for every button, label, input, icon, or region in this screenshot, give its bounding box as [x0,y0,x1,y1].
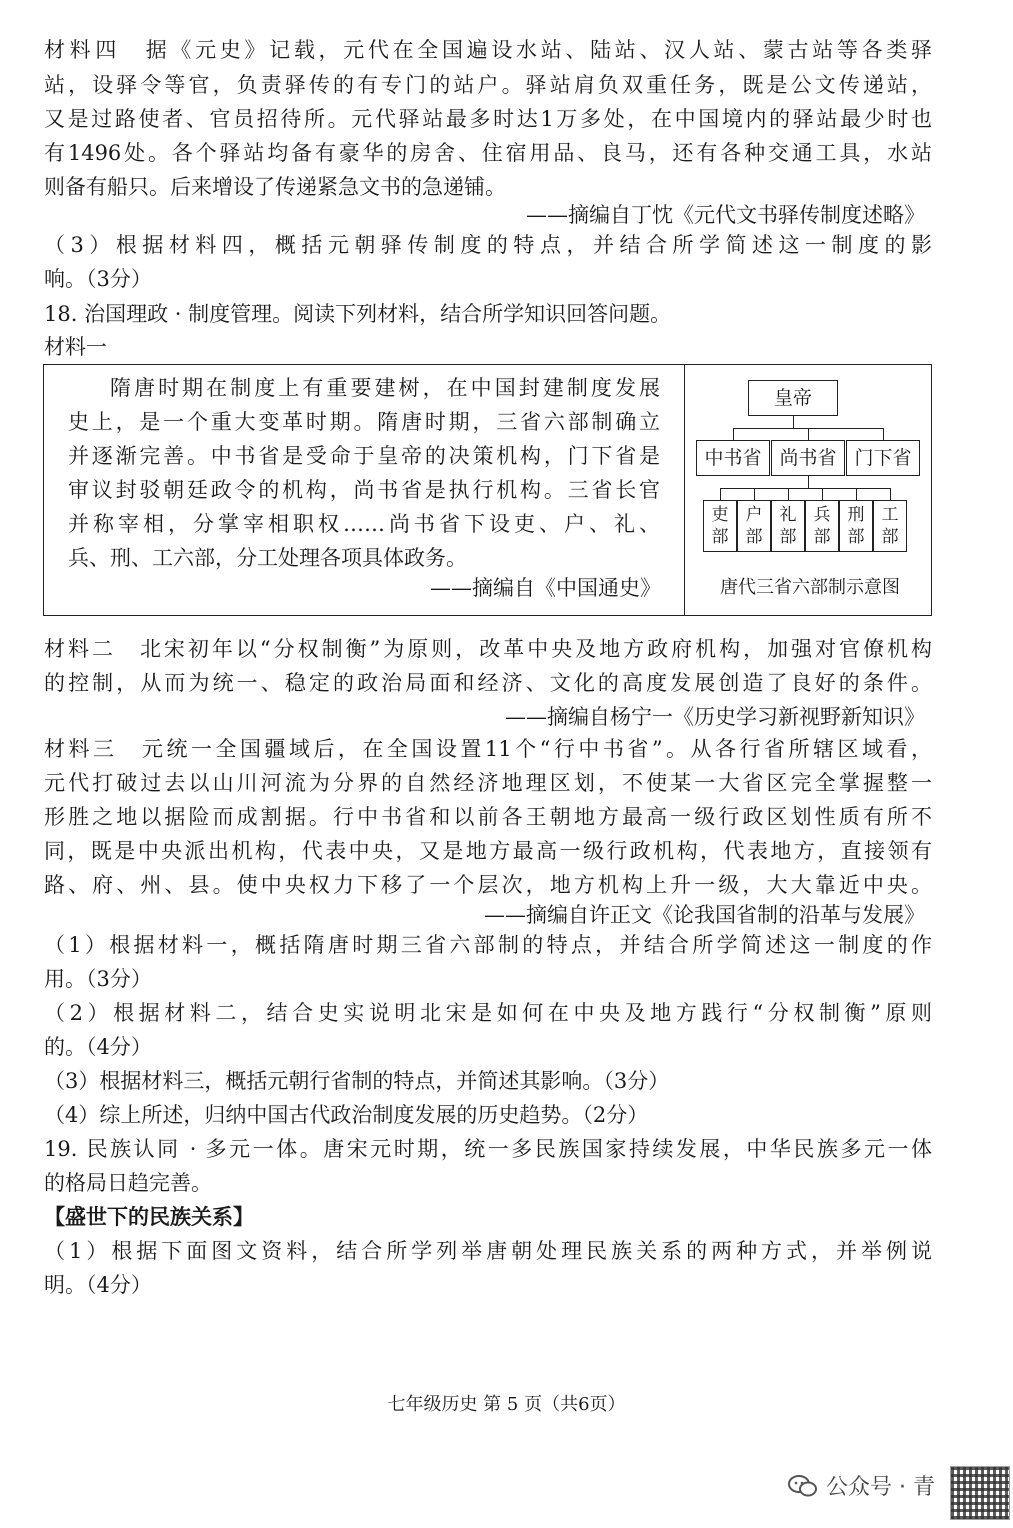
node-xing-bu: 刑 部 [839,500,873,552]
watermark [788,1470,935,1501]
connector [788,488,789,500]
q17-3-line-1: （3）根据材料四，概括元朝驿传制度的特点，并结合所学简述这一制度的影 [44,233,932,257]
m1-line-5: 并称宰相，分掌宰相职权……尚书省下设吏、户、礼、 [68,512,660,536]
connector [822,488,823,500]
q18-title: 18. 治国理政 · 制度管理。阅读下列材料，结合所学知识回答问题。 [44,302,672,326]
connector [733,428,734,440]
node-emperor: 皇帝 [748,380,838,416]
node-hu-bu: 户 部 [737,500,771,552]
q18-1-line-1: （1）根据材料一，概括隋唐时期三省六部制的特点，并结合所学简述这一制度的作 [44,933,932,957]
connector [754,488,755,500]
m3-line-5: 路、府、州、县。使中央权力下移了一个层次，地方机构上升一级，大大靠近中央。 [44,873,932,897]
q17-3-line-2: 响。（3分） [44,267,152,291]
node-menxia: 门下省 [846,440,920,476]
node-gong-bu: 工 部 [873,500,907,552]
q18-2-line-2: 的。（4分） [44,1035,152,1059]
q19-line-1: 19. 民族认同 · 多元一体。唐宋元时期，统一多民族国家持续发展，中华民族多元一体 [44,1137,932,1161]
material4-line-1: 材料四 据《元史》记载，元代在全国遍设水站、陆站、汉人站、蒙古站等各类驿 [44,38,933,62]
m2-source: ——摘编自杨宁一《历史学习新视野新知识》 [505,705,925,729]
material4-line-4: 有1496处。各个驿站均备有豪华的房舍、住宿用品、良马，还有各种交通工具，水站 [44,141,932,165]
m2-line-2: 的控制，从而为统一、稳定的政治局面和经济、文化的高度发展创造了良好的条件。 [44,671,932,695]
q18-material1-label: 材料一 [44,335,107,359]
q18-1-line-2: 用。（3分） [44,967,152,991]
m1-line-6: 兵、刑、工六部，分工处理各项具体政务。 [68,546,467,570]
box-divider [684,365,685,615]
m1-source: ——摘编自《中国通史》 [430,576,661,600]
connector [793,416,794,428]
qr-code-icon [950,1466,1010,1520]
connector [720,488,890,489]
m3-line-2: 元代打破过去以山川河流为分界的自然经济地理区划，不使某一大省区完全掌握整一 [44,771,932,795]
q19-section-title: 【盛世下的民族关系】 [44,1204,254,1229]
m3-source: ——摘编自许正文《论我国省制的沿革与发展》 [484,903,925,927]
node-bing-bu: 兵 部 [805,500,839,552]
connector [883,428,884,440]
q19-line-2: 的格局日趋完善。 [44,1171,212,1195]
q19-1-line-2: 明。（4分） [44,1273,152,1297]
q18-3: （3）根据材料三，概括元朝行省制的特点，并简述其影响。（3分） [44,1069,670,1093]
m2-line-1: 材料二 北宋初年以“分权制衡”为原则，改革中央及地方政府机构，加强对官僚机构 [44,637,932,661]
wechat-icon [788,1474,818,1498]
material4-source: ——摘编自丁忱《元代文书驿传制度述略》 [526,203,925,227]
connector [890,488,891,500]
m1-line-3: 并逐渐完善。中书省是受命于皇帝的决策机构，门下省是 [68,444,660,468]
q18-4: （4）综上所述，归纳中国古代政治制度发展的历史趋势。（2分） [44,1103,649,1127]
material4-line-2: 站，设驿令等官，负责驿传的有专门的站户。驿站肩负双重任务，既是公文传递站， [44,73,932,97]
node-shangshu: 尚书省 [771,440,845,476]
connector [808,428,809,440]
m3-line-4: 同，既是中央派出机构，代表中央，又是地方最高一级行政机构，代表地方，直接领有 [44,839,932,863]
material4-label: 材料四 [44,38,122,62]
m1-line-2: 史上，是一个重大变革时期。隋唐时期，三省六部制确立 [68,410,660,434]
node-li-bu-rites: 礼 部 [771,500,805,552]
node-li-bu: 吏 部 [703,500,737,552]
node-zhongshu: 中书省 [696,440,770,476]
q18-2-line-1: （2）根据材料二，结合史实说明北宋是如何在中央及地方践行“分权制衡”原则 [44,1001,932,1025]
connector [856,488,857,500]
m1-line-1: 隋唐时期在制度上有重要建树，在中国封建制度发展 [110,376,660,400]
connector [808,476,809,488]
material4-line-5: 则备有船只。后来增设了传递紧急文书的急递铺。 [44,175,506,199]
page-footer: 七年级历史 第 5 页（共6页） [387,1394,626,1415]
m3-line-3: 形胜之地以据险而成割据。行中书省和以前各王朝地方最高一级行政区划性质有所不 [44,805,932,829]
watermark-text: 公众号 · 青 [826,1475,935,1500]
connector [720,488,721,500]
m1-line-4: 审议封驳朝廷政令的机构，尚书省是执行机构。三省长官 [68,478,660,502]
q19-1-line-1: （1）根据下面图文资料，结合所学列举唐朝处理民族关系的两种方式，并举例说 [44,1239,932,1263]
m3-line-1: 材料三 元统一全国疆域后，在全国设置11个“行中书省”。从各行省所辖区域看， [44,737,932,761]
diagram-caption: 唐代三省六部制示意图 [720,577,900,598]
material4-line-3: 又是过路使者、官员招待所。元代驿站最多时达1万多处，在中国境内的驿站最少时也 [44,107,932,131]
